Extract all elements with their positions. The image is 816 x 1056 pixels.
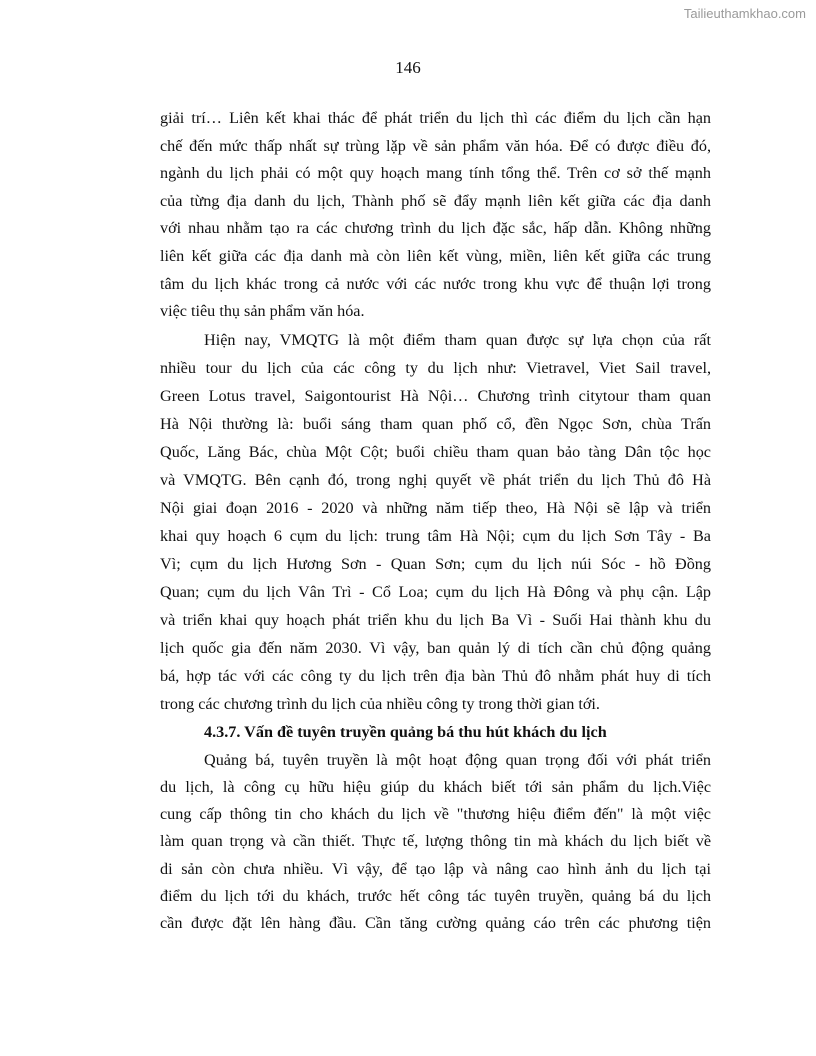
text-line: cung cấp thông tin cho khách du lịch về "thương hiệu điểm đến" là một việc: [160, 805, 711, 824]
text-line: và VMQTG. Bên cạnh đó, trong nghị quyết về phát triển du lịch Thủ đô Hà: [160, 470, 711, 489]
text-line: ngành du lịch phải có một quy hoạch mang tính tổng thể. Trên cơ sở thế mạnh: [160, 164, 711, 183]
text-line: lịch quốc gia đến năm 2030. Vì vậy, ban quản lý di tích cần chủ động quảng: [160, 638, 711, 657]
text-line: và triển khai quy hoạch phát triển khu du lịch Ba Vì - Suối Hai thành khu du: [160, 610, 711, 629]
text-line: điểm du lịch tới du khách, trước hết công tác tuyên truyền, quảng bá du lịch: [160, 886, 711, 905]
text-line: với nhau nhằm tạo ra các chương trình du lịch đặc sắc, hấp dẫn. Không những: [160, 219, 711, 238]
text-line: Hiện nay, VMQTG là một điểm tham quan được sự lựa chọn của rất: [204, 330, 711, 349]
paragraph-2: [160, 326, 711, 718]
page-number: 146: [395, 58, 421, 77]
text-line: di sản còn chưa nhiều. Vì vậy, để tạo lập và nâng cao hình ảnh du lịch tại: [160, 859, 711, 878]
text-line: khai quy hoạch 6 cụm du lịch: trung tâm Hà Nội; cụm du lịch Sơn Tây - Ba: [160, 526, 711, 545]
text-line: Quốc, Lăng Bác, chùa Một Cột; buổi chiều tham quan bảo tàng Dân tộc học: [160, 442, 711, 461]
text-line: Quan; cụm du lịch Vân Trì - Cổ Loa; cụm du lịch Hà Đông và phụ cận. Lập: [160, 582, 711, 601]
paragraph-3: [160, 747, 711, 937]
text-line: liên kết giữa các địa danh mà còn liên kết vùng, miền, liên kết giữa các trung: [160, 246, 711, 265]
text-line: Quảng bá, tuyên truyền là một hoạt động quan trọng đối với phát triển: [204, 750, 711, 769]
text-line: nhiều tour du lịch của các công ty du lịch như: Vietravel, Viet Sail travel,: [160, 358, 711, 377]
text-line: trong các chương trình du lịch của nhiều công ty trong thời gian tới.: [160, 694, 600, 713]
text-line: chế đến mức thấp nhất sự trùng lặp về sản phẩm văn hóa. Để có được điều đó,: [160, 136, 711, 155]
paragraph-1: [160, 105, 711, 326]
text-line: cần được đặt lên hàng đầu. Cần tăng cường quảng cáo trên các phương tiện: [160, 913, 711, 932]
text-line: của từng địa danh du lịch, Thành phố sẽ đẩy mạnh liên kết giữa các địa danh: [160, 191, 711, 210]
section-heading: 4.3.7. Vấn đề tuyên truyền quảng bá thu hút khách du lịch: [204, 722, 607, 741]
text-line: Hà Nội thường là: buổi sáng tham quan phố cổ, đền Ngọc Sơn, chùa Trấn: [160, 414, 711, 433]
watermark: Tailieuthamkhao.com: [683, 6, 806, 21]
text-line: làm quan trọng và cần thiết. Thực tế, lượng thông tin mà khách du lịch biết về: [160, 832, 711, 851]
text-line: việc tiêu thụ sản phẩm văn hóa.: [160, 302, 365, 321]
text-line: du lịch, là công cụ hữu hiệu giúp du khách biết tới sản phẩm du lịch.Việc: [160, 777, 711, 796]
text-line: Green Lotus travel, Saigontourist Hà Nội… Chương trình citytour tham quan: [160, 386, 711, 405]
text-line: bá, hợp tác với các công ty du lịch trên địa bàn Thủ đô nhằm phát huy di tích: [160, 666, 711, 685]
text-line: giải trí… Liên kết khai thác để phát triển du lịch thì các điểm du lịch cần hạn: [160, 109, 711, 127]
text-line: tâm du lịch khác trong cả nước với các nước trong khu vực để thuận lợi trong: [160, 274, 711, 293]
document-body: [160, 105, 711, 937]
text-line: Vì; cụm du lịch Hương Sơn - Quan Sơn; cụm du lịch núi Sóc - hồ Đồng: [160, 554, 711, 573]
text-line: Nội giai đoạn 2016 - 2020 và những năm tiếp theo, Hà Nội sẽ lập và triển: [160, 498, 711, 517]
